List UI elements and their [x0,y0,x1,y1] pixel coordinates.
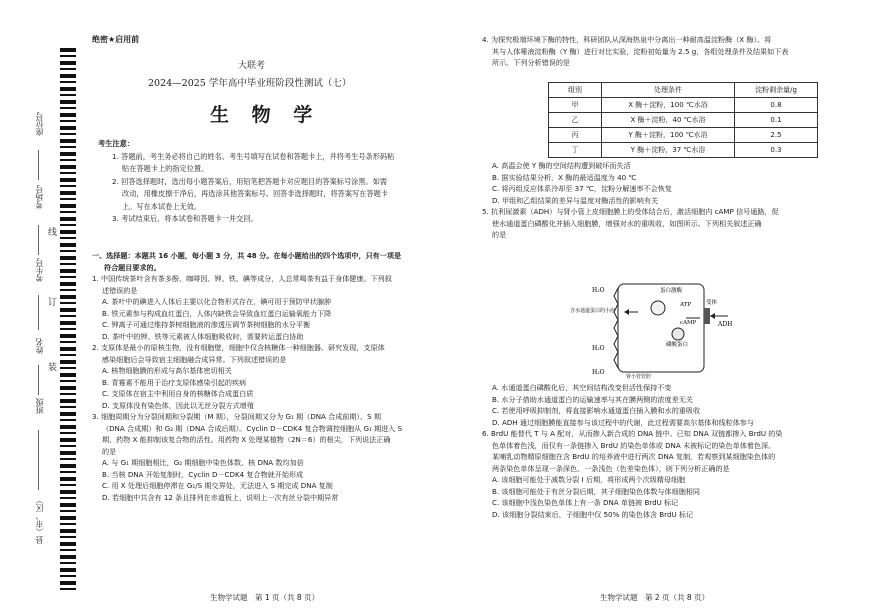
section-heading: 一、选择题：本题共 16 小题，每小题 3 分，共 48 分。在每小题给出的四个选项中，只有一项是 [92,251,402,260]
table-cell: 2.5 [735,128,818,143]
q2-option: C. 支原体在宿主中利用自身的核糖体合成蛋白质 [102,389,254,398]
atp-label: ATP [680,302,692,308]
table-row [549,113,818,128]
protein-icon [672,328,684,340]
receptor-icon [704,308,710,324]
table-cell: 丁 [549,143,602,158]
water-label: H₂O [592,345,605,352]
note-line: 上。写在本试卷上无效。 [122,201,202,211]
q4-option: C. 将丙组反应体系冷却至 37 ℃，淀粉分解速率不会恢复 [492,184,672,193]
secret-mark: 绝密★启用前 [92,35,140,44]
q6-option: A. 该细胞可能处于减数分裂 I 后期，将形成两个次级精母细胞 [492,475,686,484]
q3-option: C. 用 X 处理后细胞停滞在 G₁/S 期交界处，无法进入 S 期完成 DNA 复制 [102,481,333,490]
table-row [549,98,818,113]
fold-mark-bind: 订 [48,298,58,308]
table-header: 组别 [549,83,602,98]
table-header-row [549,83,818,98]
left-questions [92,250,434,503]
q4-option: B. 据实验结果分析，X 酶的最适温度为 40 ℃ [492,172,637,182]
lumen-label: 肾小管管腔 [626,374,652,380]
class-line [38,430,39,490]
cell-outline [618,284,704,372]
fold-mark-line: 线 [48,228,58,238]
q4-option: D. 甲组和乙组结果的差异与温度对酶活性的影响有关 [492,195,659,205]
q6-stem: 两条染色单体呈现一条深色、一条浅色（色差染色体），则下列分析正确的是 [492,463,730,473]
q4-stem: 4. 为探究极端环境下酶的特性，科研团队从深海热泉中分离出一种耐高温淀粉酶（X 酶）。将 [482,35,772,44]
examnum-line [38,295,39,330]
table-header: 处理条件 [602,83,735,98]
table-cell: Y 酶＋淀粉，37 ℃水浴 [602,143,735,158]
footer-right: 生物学试题 第 2 页（共 8 页） [600,593,710,602]
label-name: 姓名 [35,338,44,354]
label-county: 县（市、区） [35,496,44,544]
q4-stem: 所示。下列分析错误的是 [492,58,571,67]
q3-stem: （DNA 合成期）和 G₂ 期（DNA 合成后期）。Cyclin D－CDK4 复合物调控细胞从 G₁ 期进入 S [102,423,403,433]
q2-option: D. 支原体没有染色体，因此以无丝分裂方式增殖 [102,400,254,410]
q5-diagram [568,278,748,380]
q5-option: D. ADH 通过细胞膜能直接参与该过程中的代谢，此过程需要高尔基体和线粒体参与 [492,417,754,427]
table-cell: 乙 [549,113,602,128]
pkinase-label: 蛋白激酶 [660,288,683,294]
section-heading: 符合题目要求的。 [104,262,161,272]
receptor-label: 受体 [706,300,718,306]
room-line [38,225,39,255]
adh-label: ADH [718,321,733,328]
q2-option: B. 青霉素不能用于治疗支原体感染引起的疾病 [102,377,247,387]
q2-stem: 2. 支原体是最小的原核生物，没有细胞壁，细胞中仅含核糖体一种细胞器。研究发现，支原体 [92,343,385,352]
vesicle-label: 含水通道蛋白的小泡 [570,308,616,314]
q3-option: B. 当核 DNA 开始复制时，Cyclin D－CDK4 复合物就开始形成 [102,469,304,479]
q4-options [482,160,844,241]
table-cell: 丙 [549,128,602,143]
q6-stem: 6. BrdU 能替代 T 与 A 配对，从而掺入新合成的 DNA 链中。已知 DNA 双链都掺入 BrdU 的染 [482,429,783,438]
q5-stem: 5. 抗利尿激素（ADH）与肾小管上皮细胞膜上的受体结合后，激活细胞内 cAMP 信号通路，促 [482,207,779,216]
notes-block [98,138,438,226]
q1-option: B. 铁元素参与构成血红蛋白，人体内缺铁会导致血红蛋白运输氧能力下降 [102,308,332,318]
q4-block [482,34,844,69]
table-cell: 0.1 [735,113,818,128]
name-line [38,365,39,395]
note-line: 改动，用橡皮擦干净后，再选涂其他答案标号。回答非选择题时，将答案写在答题卡 [122,189,388,198]
table-header: 淀粉剩余量/g [735,83,818,98]
q3-stem: 的是 [102,446,117,456]
fold-mark-pack: 装 [48,363,58,373]
note-line: 1. 答题前，考生务必将自己的姓名、考生号填写在试卷和答题卡上，并将考生号条形码粘 [112,151,395,161]
table-cell: 0.8 [735,98,818,113]
q1-option: C. 钾离子可通过维持茶树细胞液的渗透压调节茶树细胞的水分平衡 [102,320,311,329]
binding-strip [0,0,86,615]
vesicle-icon [651,301,665,315]
q3-option: A. 与 G₁ 期细胞相比，G₂ 期细胞中染色体数、核 DNA 数均加倍 [102,458,304,467]
q1-stem: 1. 中国传统茶叶含有茶多酚、咖啡因、钾、铁、碘等成分，人总常喝茶有益于身体健康。下列叙 [92,274,392,283]
q1-option: D. 茶叶中的钾、铁等元素被人体细胞吸收时，需要转运蛋白协助 [102,331,304,341]
footer-left: 生物学试题 第 1 页（共 8 页） [210,593,320,602]
table-cell: X 酶＋淀粉，40 ℃水浴 [602,113,735,128]
transport-arrowhead [624,309,629,315]
label-room: 考场号 [35,185,44,209]
q2-stem: 感染细胞后会导致宿主细胞融合成异常。下列叙述错误的是 [102,354,287,364]
q1-stem: 述错误的是 [102,285,138,295]
water-label: H₂O [592,287,605,294]
table-cell: Y 酶＋淀粉，100 ℃水浴 [602,128,735,143]
notes-title: 考生注意： [98,139,134,148]
table-cell: X 酶＋淀粉，100 ℃水浴 [602,98,735,113]
label-seat: 座位号 [35,112,44,136]
q5-option: A. 水通道蛋白磷酸化后，其空间结构改变但活性保持不变 [492,383,672,392]
q6-stem: 某哺乳动物精原细胞在含 BrdU 的培养液中进行两次 DNA 复制，若观察到某细胞染色体的 [492,452,776,461]
q5-stem: 使水通道蛋白磷酸化并插入细胞膜，增强对水的重吸收，如图所示。下列相关叙述正确 [492,218,762,228]
adh-arrowhead [710,313,715,319]
note-line: 3. 考试结束后，将本试卷和答题卡一并交回。 [112,214,258,223]
label-examnum: 考生号 [35,258,44,282]
q5-option: B. 水分子借助水通道蛋白的运输速率与其在膜两侧的浓度差无关 [492,394,693,404]
q4-option: A. 高温会使 Y 酶的空间结构遭到破坏而失活 [492,161,631,170]
q1-option: A. 茶叶中的碘进入人体后主要以化合物形式存在，碘可用于预防甲状腺肿 [102,297,332,306]
microvilli [614,288,618,368]
q4-stem: 其与人体唾液淀粉酶（Y 酶）进行对比实验，淀粉初始量为 2.5 g，各组处理条件及结果如下表 [492,46,789,56]
org-title: 大联考 [238,61,266,71]
table-row [549,143,818,158]
q5-option: C. 若使用呼吸抑制剂，将直接影响水通道蛋白插入膜和水的重吸收 [492,406,701,415]
label-class: 班级 [35,398,44,414]
subject-title: 生 物 学 [210,104,321,126]
note-line: 2. 回答选择题时，选出每小题答案后，用铅笔把答题卡对应题目的答案标号涂黑。如需 [112,176,388,186]
note-line: 贴在答题卡上的指定位置。 [122,164,209,173]
q6-option: B. 该细胞可能处于有丝分裂后期，其子细胞染色体数与体细胞相同 [492,486,700,496]
q3-stem: 3. 细胞周期分为分裂间期和分裂期（M 期），分裂间期又分为 G₁ 期（DNA 合成前期）、S 期 [92,412,381,421]
q5-q6-block [482,382,844,520]
q3-option: D. 若细胞中共含有 12 条且排列在赤道板上，说明上一次有丝分裂中期异常 [102,492,339,502]
q3-stem: 期，药物 X 能抑制该复合物的活性。用药物 X 处理某植物（2N＝6）的根尖，下列说法正确 [102,435,391,444]
q5-stem: 的是 [492,230,507,239]
q4-table [548,82,818,158]
table-row [549,128,818,143]
seat-line [38,150,39,180]
q6-stem: 色单体着色浅，而仅有一条链掺入 BrdU 的染色单体或 DNA 未被标记的染色单体着色深。 [492,440,776,450]
q6-option: C. 该细胞中浅色染色单体上有一条 DNA 单链被 BrdU 标记 [492,498,679,507]
exam-title: 2024—2025 学年高中毕业班阶段性测试（七） [148,78,352,89]
barcode [60,48,76,593]
table-cell: 甲 [549,98,602,113]
phos-label: 磷酸蛋白 [666,342,689,348]
water-label: H₂O [592,369,605,376]
camp-label: cAMP [680,320,697,326]
q6-option: D. 该细胞分裂结束后，子细胞中仅 50% 的染色体含 BrdU 标记 [492,509,694,519]
table-cell: 0.3 [735,143,818,158]
q2-option: A. 核物细胞膜的形成与高尔基体密切相关 [102,366,232,375]
